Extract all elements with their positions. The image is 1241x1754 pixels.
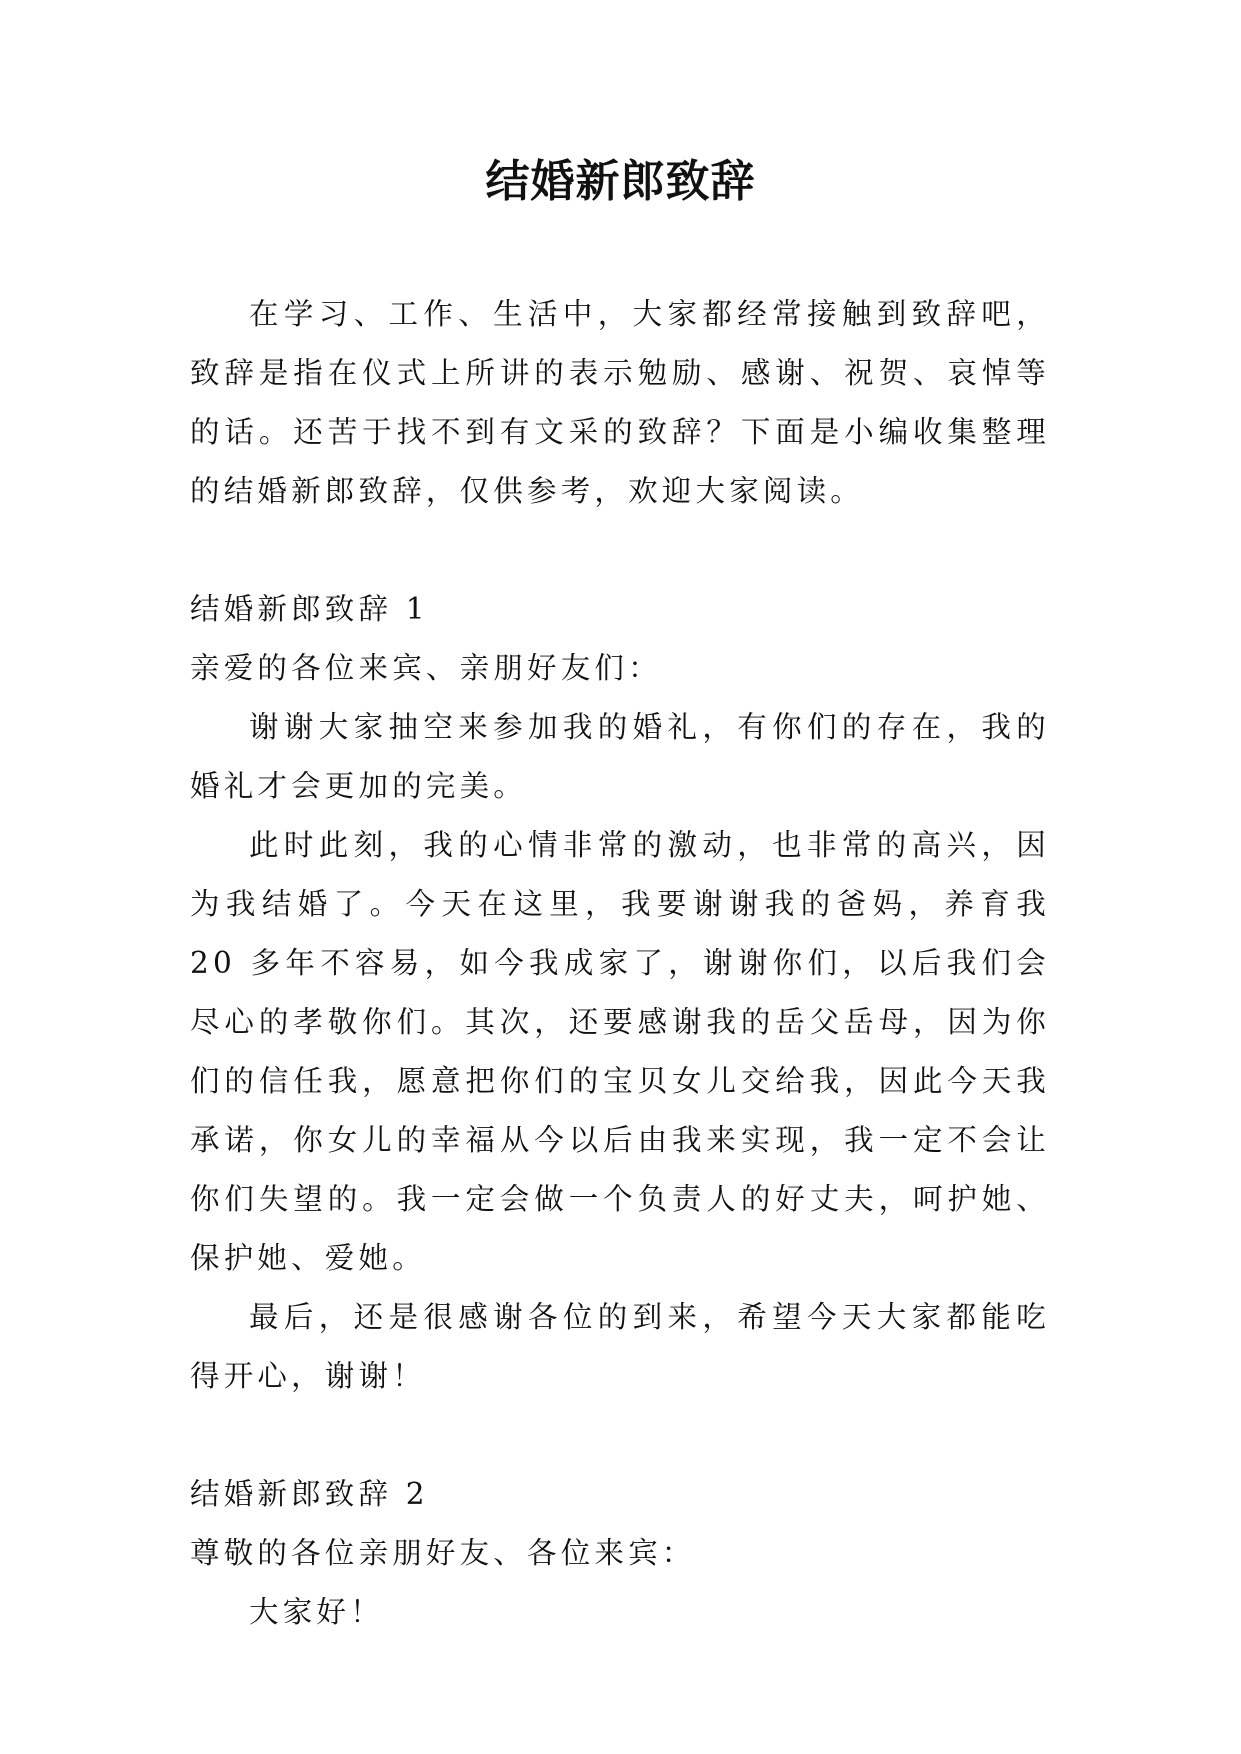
speech-1-paragraph: 最后，还是很感谢各位的到来，希望今天大家都能吃得开心，谢谢！ — [190, 1300, 1050, 1393]
speech-1-paragraph: 谢谢大家抽空来参加我的婚礼，有你们的存在，我的婚礼才会更加的完美。 — [190, 710, 1050, 803]
document-title: 结婚新郎致辞 — [485, 156, 756, 207]
intro-paragraph: 在学习、工作、生活中，大家都经常接触到致辞吧，致辞是指在仪式上所讲的表示勉励、感谢、祝贺、哀悼等的话。还苦于找不到有文采的致辞？下面是小编收集整理的结婚新郎致辞，仅供参考，欢迎大家阅读。 — [190, 297, 1050, 508]
speech-1-salutation: 亲爱的各位来宾、亲朋好友们： — [190, 651, 662, 685]
spacer — [190, 1406, 1050, 1465]
speech-2-heading: 结婚新郎致辞 2 — [190, 1477, 429, 1511]
speech-1-paragraph: 此时此刻，我的心情非常的激动，也非常的高兴，因为我结婚了。今天在这里，我要谢谢我的爸妈，养育我 20 多年不容易，如今我成家了，谢谢你们，以后我们会尽心的孝敬你们。其次，还要感谢我的岳父岳母，因为你们的信任我，愿意把你们的宝贝女儿交给我，因此今天我承诺，你女儿的幸福从今以后由我来实现，我一定不会让你们失望的。我一定会做一个负责人的好丈夫，呵护她、保护她、爱她。 — [190, 828, 1050, 1275]
speech-2-salutation: 尊敬的各位亲朋好友、各位来宾： — [190, 1536, 696, 1570]
speech-2-paragraph: 大家好！ — [249, 1595, 384, 1629]
document-body — [190, 285, 1050, 1642]
spacer — [190, 521, 1050, 580]
speech-1-heading: 结婚新郎致辞 1 — [190, 592, 429, 626]
